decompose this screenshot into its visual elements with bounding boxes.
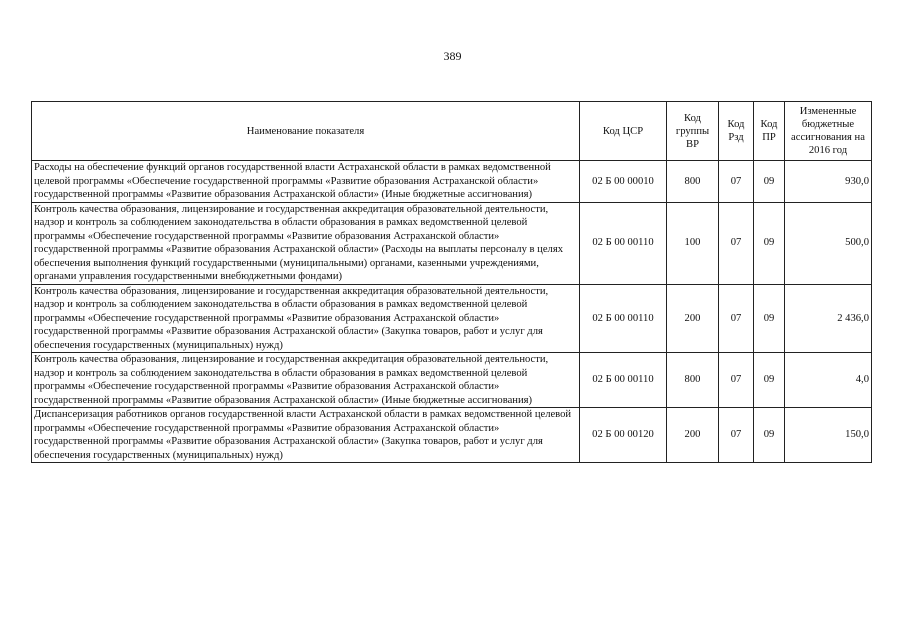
header-amount: Измененные бюджетные ассигнования на 2016 год [785,102,872,161]
table-row [32,161,872,203]
row-rzd: 07 [719,353,754,408]
row-pr: 09 [754,284,785,353]
header-pr: Код ПР [754,102,785,161]
row-rzd: 07 [719,202,754,284]
row-csr: 02 Б 00 00110 [580,284,667,353]
table-header-row [32,102,872,161]
header-rzd: Код Рзд [719,102,754,161]
table-row [32,353,872,408]
table-row [32,284,872,353]
row-csr: 02 Б 00 00120 [580,408,667,463]
header-group: Код группы ВР [667,102,719,161]
row-group: 800 [667,161,719,203]
header-csr: Код ЦСР [580,102,667,161]
row-pr: 09 [754,202,785,284]
table-row [32,202,872,284]
row-pr: 09 [754,353,785,408]
row-amount: 150,0 [785,408,872,463]
row-amount: 500,0 [785,202,872,284]
row-pr: 09 [754,161,785,203]
table-row [32,408,872,463]
row-name: Диспансеризация работников органов государственной власти Астраханской области в рамках ведомственной целевой программы «Обеспечение государственной программы «Развитие образования Астраханской области» государственной программы «Развитие образования Астраханской области» (Закупка товаров, работ и услуг для обеспечения государственных (муниципальных) нужд) [32,408,580,463]
row-csr: 02 Б 00 00010 [580,161,667,203]
row-rzd: 07 [719,284,754,353]
row-rzd: 07 [719,161,754,203]
row-group: 800 [667,353,719,408]
row-name: Контроль качества образования, лицензирование и государственная аккредитация образовательной деятельности, надзор и контроль за соблюдением законодательства в области образования в рамках ведомственной целевой программы «Обеспечение государственной программы «Развитие образования Астраханской области» государственной программы «Развитие образования Астраханской области» (Расходы на выплаты персоналу в целях обеспечения выполнения функций государственными (муниципальными) органами, казенными учреждениями, органами управления государственными внебюджетными фондами) [32,202,580,284]
header-name: Наименование показателя [32,102,580,161]
page-number: 389 [443,49,462,63]
row-name: Контроль качества образования, лицензирование и государственная аккредитация образовательной деятельности, надзор и контроль за соблюдением законодательства в области образования в рамках ведомственной целевой программы «Обеспечение государственной программы «Развитие образования Астраханской области» государственной программы «Развитие образования Астраханской области» (Иные бюджетные ассигнования) [32,353,580,408]
row-amount: 4,0 [785,353,872,408]
row-name: Расходы на обеспечение функций органов государственной власти Астраханской области в рамках ведомственной целевой программы «Обеспечение государственной программы «Развитие образования Астраханской области» государственной программы «Развитие образования Астраханской области» (Иные бюджетные ассигнования) [32,161,580,203]
row-amount: 930,0 [785,161,872,203]
row-group: 100 [667,202,719,284]
row-rzd: 07 [719,408,754,463]
row-csr: 02 Б 00 00110 [580,202,667,284]
row-group: 200 [667,284,719,353]
row-amount: 2 436,0 [785,284,872,353]
row-name: Контроль качества образования, лицензирование и государственная аккредитация образовательной деятельности, надзор и контроль за соблюдением законодательства в области образования в рамках ведомственной целевой программы «Обеспечение государственной программы «Развитие образования Астраханской области» государственной программы «Развитие образования Астраханской области» (Закупка товаров, работ и услуг для обеспечения государственных (муниципальных) нужд) [32,284,580,353]
row-csr: 02 Б 00 00110 [580,353,667,408]
row-group: 200 [667,408,719,463]
budget-table [31,101,872,463]
row-pr: 09 [754,408,785,463]
